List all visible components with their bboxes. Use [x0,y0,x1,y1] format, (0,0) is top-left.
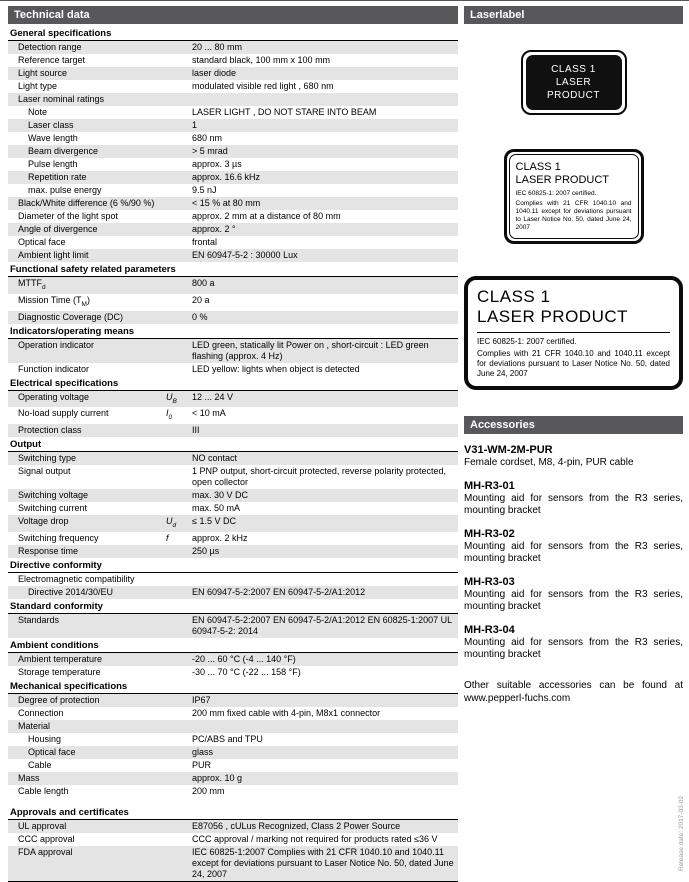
laserlabel-header [464,6,683,24]
spec-value: E87056 , cULus Recognized, Class 2 Power Source [192,820,401,831]
spec-row [8,545,458,558]
spec-value: IEC 60825-1:2007 Complies with 21 CFR 1040.10 and 1040.11 except for deviations pursuant to Laser Notice No. 50, dated June 24, 2007 [192,846,454,879]
spec-label: Laser class [28,120,74,130]
spec-row [8,653,458,666]
spec-row [8,733,458,746]
spec-symbol [166,250,192,261]
spec-symbol [166,198,192,209]
spec-row [8,223,458,236]
laserlabel-title: Laserlabel [470,9,525,21]
laser-label-medium-body: Complies with 21 CFR 1040.10 and 1040.11 except for deviations pursuant to Laser Notice No. 50, dated June 24, 2007 [515,200,632,231]
spec-value: laser diode [192,68,237,78]
accessories-list [464,444,683,662]
spec-symbol [166,120,192,131]
spec-label: Protection class [18,425,82,436]
spec-label: Connection [18,707,64,718]
spec-row [8,249,458,262]
spec-row [8,532,458,545]
accessory-name: MH-R3-03 [464,575,515,588]
section-title: Approvals and certificates [8,805,458,820]
spec-label: No-load supply current [18,408,109,419]
spec-label: Black/White difference (6 %/90 %) [18,198,155,208]
spec-label: Operating voltage [18,391,90,402]
accessory-description: Mounting aid for sensors from the R3 series, mounting bracket [464,588,683,612]
spec-row [8,720,458,733]
spec-symbol [166,42,192,53]
spec-row [8,106,458,119]
laser-label-large-cert: IEC 60825-1: 2007 certified. [477,337,577,346]
spec-label: Angle of divergence [18,224,98,234]
spec-value: 250 µs [192,545,220,556]
spec-value: < 15 % at 80 mm [192,198,261,208]
spec-label: Material [18,720,51,731]
spec-symbol [166,847,192,880]
spec-row [8,184,458,197]
spec-label: Diagnostic Coverage (DC) [18,311,124,322]
spec-row [8,119,458,132]
spec-row [8,93,458,106]
accessory-name: V31-WM-2M-PUR [464,444,553,456]
spec-value: -30 ... 70 °C (-22 ... 158 °F) [192,666,301,677]
spec-label: Ambient light limit [18,250,89,260]
spec-symbol [166,721,192,732]
spec-label: Note [28,107,48,117]
spec-row [8,772,458,785]
spec-row [8,465,458,489]
accessory-name: MH-R3-04 [464,623,515,636]
spec-symbol [166,133,192,144]
spec-value: approx. 16.6 kHz [192,172,261,182]
spec-symbol [166,55,192,66]
spec-value: 1 PNP output, short-circuit protected, reverse polarity protected, open collector [192,466,446,488]
spec-symbol [166,747,192,758]
spec-symbol [166,224,192,235]
spec-symbol [166,821,192,832]
accessory-name: MH-R3-01 [464,479,515,492]
laser-label-small-text [526,55,622,110]
spec-value: 20 ... 80 mm [192,42,243,52]
section-title: Directive conformity [8,558,458,573]
spec-symbol [166,146,192,157]
spec-value: frontal [192,237,218,247]
spec-label: Switching current [18,503,88,514]
spec-symbol [166,295,192,310]
technical-data-panel [8,6,458,882]
spec-symbol [166,773,192,784]
spec-symbol [166,81,192,92]
accessory-description: Mounting aid for sensors from the R3 series, mounting bracket [464,492,683,516]
spec-label: max. pulse energy [28,185,102,195]
spec-row [8,573,458,586]
spec-symbol [166,425,192,436]
spec-label: Wave length [28,133,78,143]
spec-row [8,391,458,408]
laser-label-small-line3: PRODUCT [547,90,600,101]
website-link[interactable]: www.pepperl-fuchs.com [464,692,571,704]
spec-value: modulated visible red light , 680 nm [192,81,334,91]
spec-symbol [166,453,192,464]
laser-label-medium-inner [509,154,639,239]
spec-label: Housing [28,733,62,744]
spec-symbol [166,490,192,501]
spec-label: Mass [18,772,40,783]
spec-value: standard black, 100 mm x 100 mm [192,55,331,65]
spec-value: IP67 [192,694,211,705]
spec-label: Beam divergence [28,146,99,156]
technical-table [8,26,458,882]
section-title: Output [8,437,458,452]
spec-row [8,407,458,424]
spec-symbol: $U_B$ [166,391,177,405]
spec-row [8,746,458,759]
spec-label: Response time [18,545,79,556]
spec-value: 9.5 nJ [192,185,217,195]
spec-symbol [166,211,192,222]
spec-symbol [166,68,192,79]
spec-value: PC/ABS and TPU [192,733,263,744]
spec-symbol [166,312,192,323]
spec-row [8,197,458,210]
spec-row [8,311,458,324]
section-title: General specifications [8,26,458,41]
spec-value: PUR [192,759,212,770]
spec-symbol [166,503,192,514]
spec-label: CCC approval [18,833,75,844]
spec-row [8,80,458,93]
spec-symbol [166,185,192,196]
laser-label-small-line2: LASER [555,77,592,88]
spec-value: approx. 2 ° [192,224,236,234]
spec-label: Directive 2014/30/EU [28,586,114,597]
spec-value: III [192,425,200,436]
spec-symbol [166,466,192,488]
spec-value: > 5 mrad [192,146,228,156]
spec-value: EN 60947-5-2 : 30000 Lux [192,250,298,260]
spec-label: Light source [18,68,68,78]
spec-row [8,515,458,532]
spec-label: Storage temperature [18,666,101,677]
spec-row [8,452,458,465]
spec-symbol [166,364,192,375]
spec-symbol [166,734,192,745]
laser-label-small [521,50,627,115]
spec-row [8,363,458,376]
spec-label: Degree of protection [18,694,100,705]
spec-label: Operation indicator [18,339,95,350]
spec-label: Switching frequency [18,532,99,543]
spec-symbol [166,708,192,719]
section-title: Standard conformity [8,599,458,614]
spec-value: 200 mm [192,785,225,796]
accessories-note [464,679,683,705]
spec-value: -20 ... 60 °C (-4 ... 140 °F) [192,653,296,664]
spec-value: EN 60947-5-2:2007 EN 60947-5-2/A1:2012 [192,586,366,597]
spec-row [8,502,458,515]
spec-value: approx. 2 mm at a distance of 80 mm [192,211,341,221]
spec-row [8,666,458,679]
spec-value: approx. 10 g [192,772,243,783]
spec-label: Switching type [18,453,77,464]
spec-value: LED yellow: lights when object is detected [192,363,360,374]
spec-row [8,694,458,707]
laser-label-medium-title2: LASER PRODUCT [515,174,610,186]
spec-value: 0 % [192,311,208,322]
spec-label: Light type [18,81,58,91]
spec-symbol [166,695,192,706]
accessories-note-text: Other suitable accessories can be found at [464,679,683,691]
accessory-description: Mounting aid for sensors from the R3 series, mounting bracket [464,540,683,564]
spec-symbol [166,340,192,362]
spec-label: FDA approval [18,846,73,857]
laser-label-medium-title1: CLASS 1 [515,161,561,173]
spec-symbol [166,834,192,845]
spec-row [8,67,458,80]
spec-value [192,94,458,105]
spec-symbol [166,654,192,665]
spec-value: 200 mm fixed cable with 4-pin, M8x1 connector [192,707,381,718]
spec-symbol [166,587,192,598]
spec-symbol [166,237,192,248]
spec-label: Standards [18,614,60,625]
spec-row [8,785,458,798]
laser-label-divider [477,332,670,333]
accessories-title: Accessories [470,419,535,431]
spec-label: Reference target [18,55,86,65]
spec-symbol: f [166,532,169,543]
accessory-description: Female cordset, M8, 4-pin, PUR cable [464,457,634,468]
spec-label: Voltage drop [18,516,69,527]
spec-label: Cable [28,759,52,770]
spec-row [8,41,458,54]
spec-label: Optical face [28,746,76,757]
section-title: Mechanical specifications [8,679,458,694]
spec-symbol [166,760,192,771]
spec-row [8,277,458,294]
spec-symbol [166,546,192,557]
spec-label: Detection range [18,42,82,52]
spec-row [8,759,458,772]
spec-value: CCC approval / marking not required for products rated ≤36 V [192,833,438,844]
spec-row [8,132,458,145]
spec-symbol [166,159,192,170]
spec-value: EN 60947-5-2:2007 EN 60947-5-2/A1:2012 EN 60825-1:2007 UL 60947-5-2: 2014 [192,614,452,636]
accessories-header [464,416,683,434]
laser-label-large-body: Complies with 21 CFR 1040.10 and 1040.11 except for deviations pursuant to Laser Notice No. 50, dated June 24, 2007 [477,349,670,378]
laser-label-large [464,276,683,390]
spec-row [8,158,458,171]
section-title: Indicators/operating means [8,324,458,339]
spec-row [8,586,458,599]
spec-value: LASER LIGHT , DO NOT STARE INTO BEAM [192,107,377,117]
spec-row [8,171,458,184]
spec-symbol [166,107,192,118]
spec-symbol [166,786,192,797]
section-title: Electrical specifications [8,376,458,391]
spec-label: Pulse length [28,159,78,169]
spec-label: Signal output [18,466,71,477]
spec-row [8,614,458,638]
accessory-description: Mounting aid for sensors from the R3 series, mounting bracket [464,636,683,660]
laser-label-large-title2: LASER PRODUCT [477,307,629,326]
side-panel [464,6,683,715]
spec-row [8,210,458,223]
spec-row [8,820,458,833]
section-title: Ambient conditions [8,638,458,653]
spec-row [8,339,458,363]
spec-value: 12 ... 24 V [192,391,234,402]
spec-value: < 10 mA [192,408,226,419]
accessory-name: MH-R3-02 [464,527,515,540]
spec-label: Repetition rate [28,172,87,182]
laser-label-medium-cert: IEC 60825-1: 2007 certified. [515,190,597,197]
spec-label: Diameter of the light spot [18,211,119,221]
laser-label-small-line1: CLASS 1 [551,64,596,75]
spec-label: Switching voltage [18,490,89,501]
laser-label-large-title1: CLASS 1 [477,287,551,306]
spec-symbol [166,667,192,678]
spec-row [8,145,458,158]
spec-value: LED green, statically lit Power on , short-circuit : LED green flashing (approx. 4 Hz) [192,339,429,361]
spec-label: Laser nominal ratings [18,94,105,104]
release-date-note: Release date: 2017-03-02 [678,795,685,871]
spec-value: 1 [192,120,198,130]
spec-value: 20 a [192,294,210,305]
spec-symbol [166,574,192,585]
spec-symbol [166,278,192,293]
section-title: Functional safety related parameters [8,262,458,277]
spec-value: 800 a [192,278,215,288]
spec-symbol [166,172,192,183]
spec-label: $MTTF_d$ [18,278,46,291]
spec-value [192,574,458,585]
spec-label: Function indicator [18,363,90,374]
spec-row [8,833,458,846]
spec-value: glass [192,746,214,757]
spec-value: approx. 3 µs [192,159,242,169]
spec-label: UL approval [18,820,67,831]
spec-row [8,707,458,720]
spec-symbol: $I_0$ [166,408,173,422]
spec-value: max. 50 mA [192,503,241,514]
spec-value: max. 30 V DC [192,490,249,501]
spec-row [8,424,458,437]
spec-label: Optical face [18,237,66,247]
spec-row [8,294,458,311]
spec-symbol: $U_d$ [166,516,177,529]
spec-row [8,54,458,67]
spec-value [192,721,458,732]
spec-value: ≤ 1.5 V DC [192,516,236,527]
spec-label: Mission Time $(T_M)$ [18,294,90,308]
spec-label: Ambient temperature [18,653,103,664]
laser-label-medium [504,149,644,244]
spec-row [8,236,458,249]
technical-data-header [8,6,458,24]
spec-value: 680 nm [192,133,223,143]
spec-symbol [166,615,192,637]
technical-data-title: Technical data [14,9,90,21]
spec-value: NO contact [192,453,238,464]
spec-symbol [166,94,192,105]
spec-label: Electromagnetic compatibility [18,573,135,584]
spec-row [8,489,458,502]
spec-value: approx. 2 kHz [192,532,248,543]
spec-label: Cable length [18,785,69,796]
